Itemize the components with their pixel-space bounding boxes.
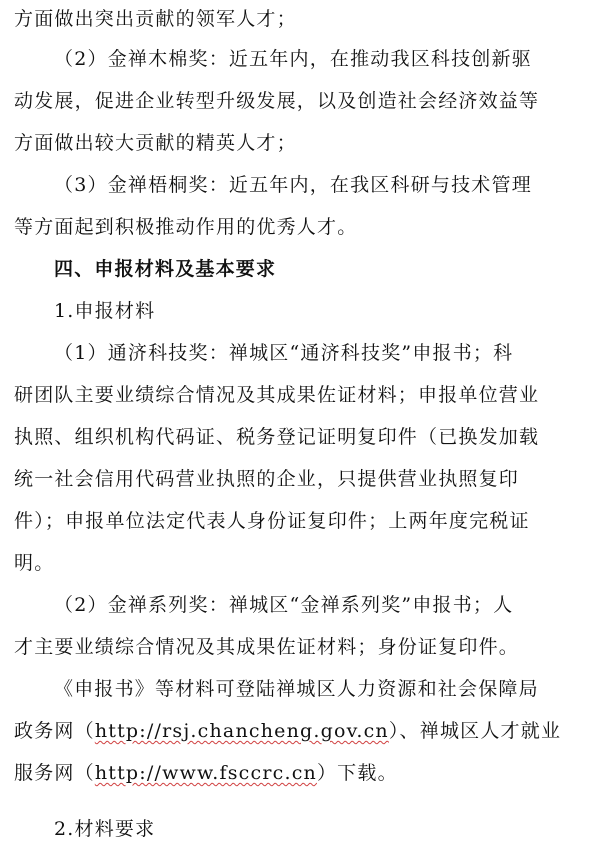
paragraph-line: （1）通济科技奖：禅城区“通济科技奖”申报书；科 xyxy=(54,342,514,364)
paragraph-line: 动发展，促进企业转型升级发展，以及创造社会经济效益等 xyxy=(14,90,540,112)
text-run: 政务网（ xyxy=(14,720,95,742)
paragraph-line: （2）金禅木棉奖：近五年内，在推动我区科技创新驱 xyxy=(54,48,532,70)
paragraph-line: 研团队主要业绩综合情况及其成果佐证材料；申报单位营业 xyxy=(14,384,540,406)
paragraph-line: （3）金禅梧桐奖：近五年内，在我区科研与技术管理 xyxy=(54,174,532,196)
paragraph-line: 方面做出较大贡献的精英人才； xyxy=(14,132,297,154)
paragraph-line xyxy=(14,760,398,786)
paragraph-line: 方面做出突出贡献的领军人才； xyxy=(14,8,297,30)
paragraph-line: 件）；申报单位法定代表人身份证复印件；上两年度完税证 xyxy=(14,510,530,532)
paragraph-line: 统一社会信用代码营业执照的企业，只提供营业执照复印 xyxy=(14,468,520,490)
paragraph-line xyxy=(14,718,561,744)
text-run: 服务网（ xyxy=(14,762,95,784)
paragraph-line: 才主要业绩综合情况及其成果佐证材料；身份证复印件。 xyxy=(14,636,520,658)
paragraph-line: （2）金禅系列奖：禅城区“金禅系列奖”申报书；人 xyxy=(54,594,514,616)
paragraph-line: 《申报书》等材料可登陆禅城区人力资源和社会保障局 xyxy=(54,678,539,700)
paragraph-line: 等方面起到积极推动作用的优秀人才。 xyxy=(14,216,358,238)
paragraph-line: 明。 xyxy=(14,552,55,574)
text-run: ）、禅城区人才就业 xyxy=(388,720,562,742)
hrss-website-link[interactable]: http://rsj.chancheng.gov.cn xyxy=(94,720,389,742)
section-heading: 四、申报材料及基本要求 xyxy=(54,258,277,280)
paragraph-line: 执照、组织机构代码证、税务登记证明复印件（已换发加载 xyxy=(14,426,540,448)
text-run: ）下载。 xyxy=(316,762,398,784)
subsection-heading: 2.材料要求 xyxy=(54,818,156,840)
talent-service-website-link[interactable]: http://www.fsccrc.cn xyxy=(94,762,317,784)
subsection-heading: 1.申报材料 xyxy=(54,300,156,322)
